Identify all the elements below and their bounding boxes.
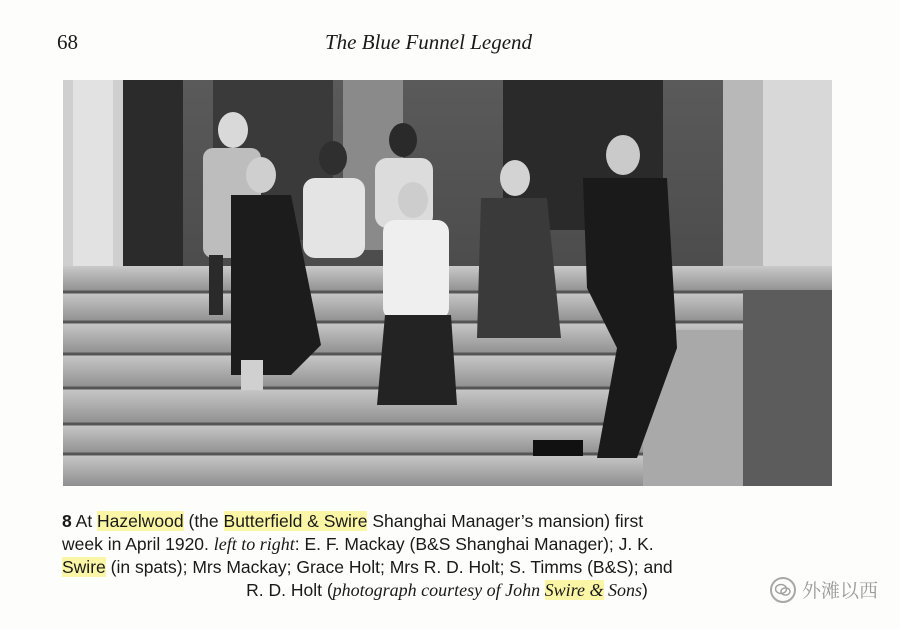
page-number: 68: [57, 30, 78, 54]
running-title: The Blue Funnel Legend: [325, 30, 533, 54]
caption-line-4: [62, 579, 832, 602]
wechat-icon: [770, 577, 796, 603]
historical-photograph: [63, 80, 832, 486]
caption-line-2: [62, 533, 832, 556]
caption-text: ): [642, 580, 648, 600]
figure-caption: [62, 510, 832, 602]
caption-italic: left to right: [213, 534, 295, 554]
caption-text: (the: [183, 511, 224, 531]
photo-credit-sons: Sons: [603, 580, 643, 600]
watermark: [770, 576, 878, 603]
caption-text: Shanghai Manager’s mansion) first: [367, 511, 644, 531]
figure-number: 8: [62, 511, 72, 531]
caption-line-3: [62, 556, 832, 579]
caption-text: At: [75, 511, 98, 531]
caption-text: (in spats); Mrs Mackay; Grace Holt; Mrs R. D. Holt; S. Timms (B&S); and: [105, 557, 673, 577]
caption-text: : E. F. Mackay (B&S Shanghai Manager); J. K.: [294, 534, 654, 554]
caption-text: R. D. Holt (: [246, 580, 333, 600]
highlight-swire-credit: Swire: [544, 580, 585, 600]
photo-credit: photograph courtesy of John: [332, 580, 545, 600]
highlight-butterfield-swire: Butterfield & Swire: [223, 511, 368, 531]
highlight-ampersand: &: [585, 580, 604, 600]
watermark-text: 外滩以西: [801, 580, 878, 602]
highlight-swire: Swire: [62, 557, 106, 577]
caption-text: week in April 1920.: [62, 534, 214, 554]
caption-line-1: [62, 510, 832, 533]
highlight-hazelwood: Hazelwood: [97, 511, 184, 531]
